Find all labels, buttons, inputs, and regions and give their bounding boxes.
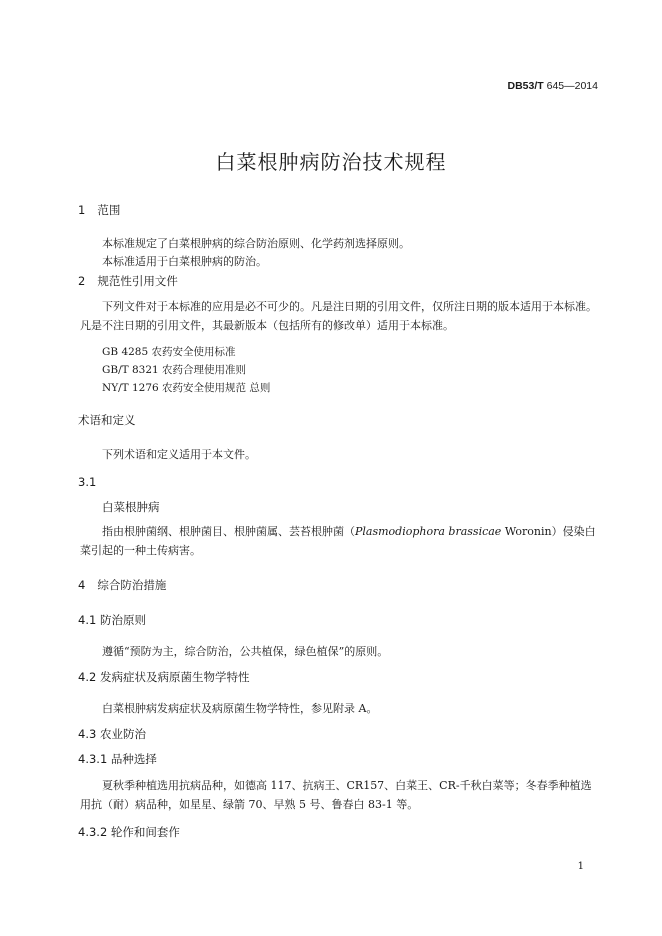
standard-number: 645—2014 (546, 80, 598, 92)
section-3-paragraph: 下列术语和定义适用于本文件。 (102, 448, 256, 461)
section-1-paragraph-2: 本标准适用于白菜根肿病的防治。 (102, 255, 267, 268)
subsection-4-3-1-paragraph: 夏秋季种植选用抗病品种，如德高 117、抗病王、CR157、白菜王、CR-千秋白菜等；冬春季种植选用抗（耐）病品种，如星星、绿箭 70、早熟 5 号、鲁春白 83-1 等。 (80, 779, 592, 811)
section-1-heading (78, 202, 120, 218)
document-code (508, 80, 599, 92)
reference-item: GB 4285 农药安全使用标准 (102, 346, 236, 358)
section-1-label: 范围 (97, 203, 121, 217)
section-4-label: 综合防治措施 (97, 578, 167, 592)
definition-text-end: Woronin）侵染白菜引起的一种土传病害。 (80, 525, 596, 557)
subsection-4-3-1-heading: 4.3.1 品种选择 (78, 752, 157, 766)
page-title: 白菜根肿病防治技术规程 (215, 150, 447, 174)
section-4-heading (78, 577, 166, 593)
section-3-heading: 术语和定义 (78, 413, 136, 427)
standard-prefix: DB53/T (507, 80, 544, 92)
section-2-heading (78, 273, 178, 289)
section-2-label: 规范性引用文件 (97, 274, 178, 288)
section-2-number: 2 (78, 274, 86, 288)
subsection-3-1-number: 3.1 (78, 475, 97, 489)
page-number: 1 (577, 861, 584, 872)
section-2-paragraph: 下列文件对于本标准的应用是必不可少的。凡是注日期的引用文件，仅所注日期的版本适用于本标准。凡是不注日期的引用文件，其最新版本（包括所有的修改单）适用于本标准。 (80, 300, 597, 332)
subsection-4-1-heading: 4.1 防治原则 (78, 613, 146, 627)
subsection-4-1-paragraph: 遵循“预防为主，综合防治，公共植保，绿色植保”的原则。 (102, 645, 389, 658)
reference-item: GB/T 8321 农药合理使用准则 (102, 364, 247, 376)
section-4-number: 4 (78, 578, 86, 592)
latin-species-name: Plasmodiophora brassicae (355, 525, 502, 538)
reference-item: NY/T 1276 农药安全使用规范 总则 (102, 382, 271, 394)
term-definition (80, 522, 600, 560)
term-name: 白菜根肿病 (102, 500, 160, 514)
subsection-4-2-heading: 4.2 发病症状及病原菌生物学特性 (78, 670, 250, 684)
section-1-paragraph-1: 本标准规定了白菜根肿病的综合防治原则、化学药剂选择原则。 (102, 237, 410, 250)
section-1-number: 1 (78, 203, 86, 217)
subsection-4-3-heading: 4.3 农业防治 (78, 727, 146, 741)
subsection-4-2-paragraph: 白菜根肿病发病症状及病原菌生物学特性，参见附录 A。 (102, 702, 378, 715)
definition-text-start: 指由根肿菌纲、根肿菌目、根肿菌属、芸苔根肿菌（ (102, 525, 355, 538)
subsection-4-3-2-heading: 4.3.2 轮作和间套作 (78, 825, 180, 839)
